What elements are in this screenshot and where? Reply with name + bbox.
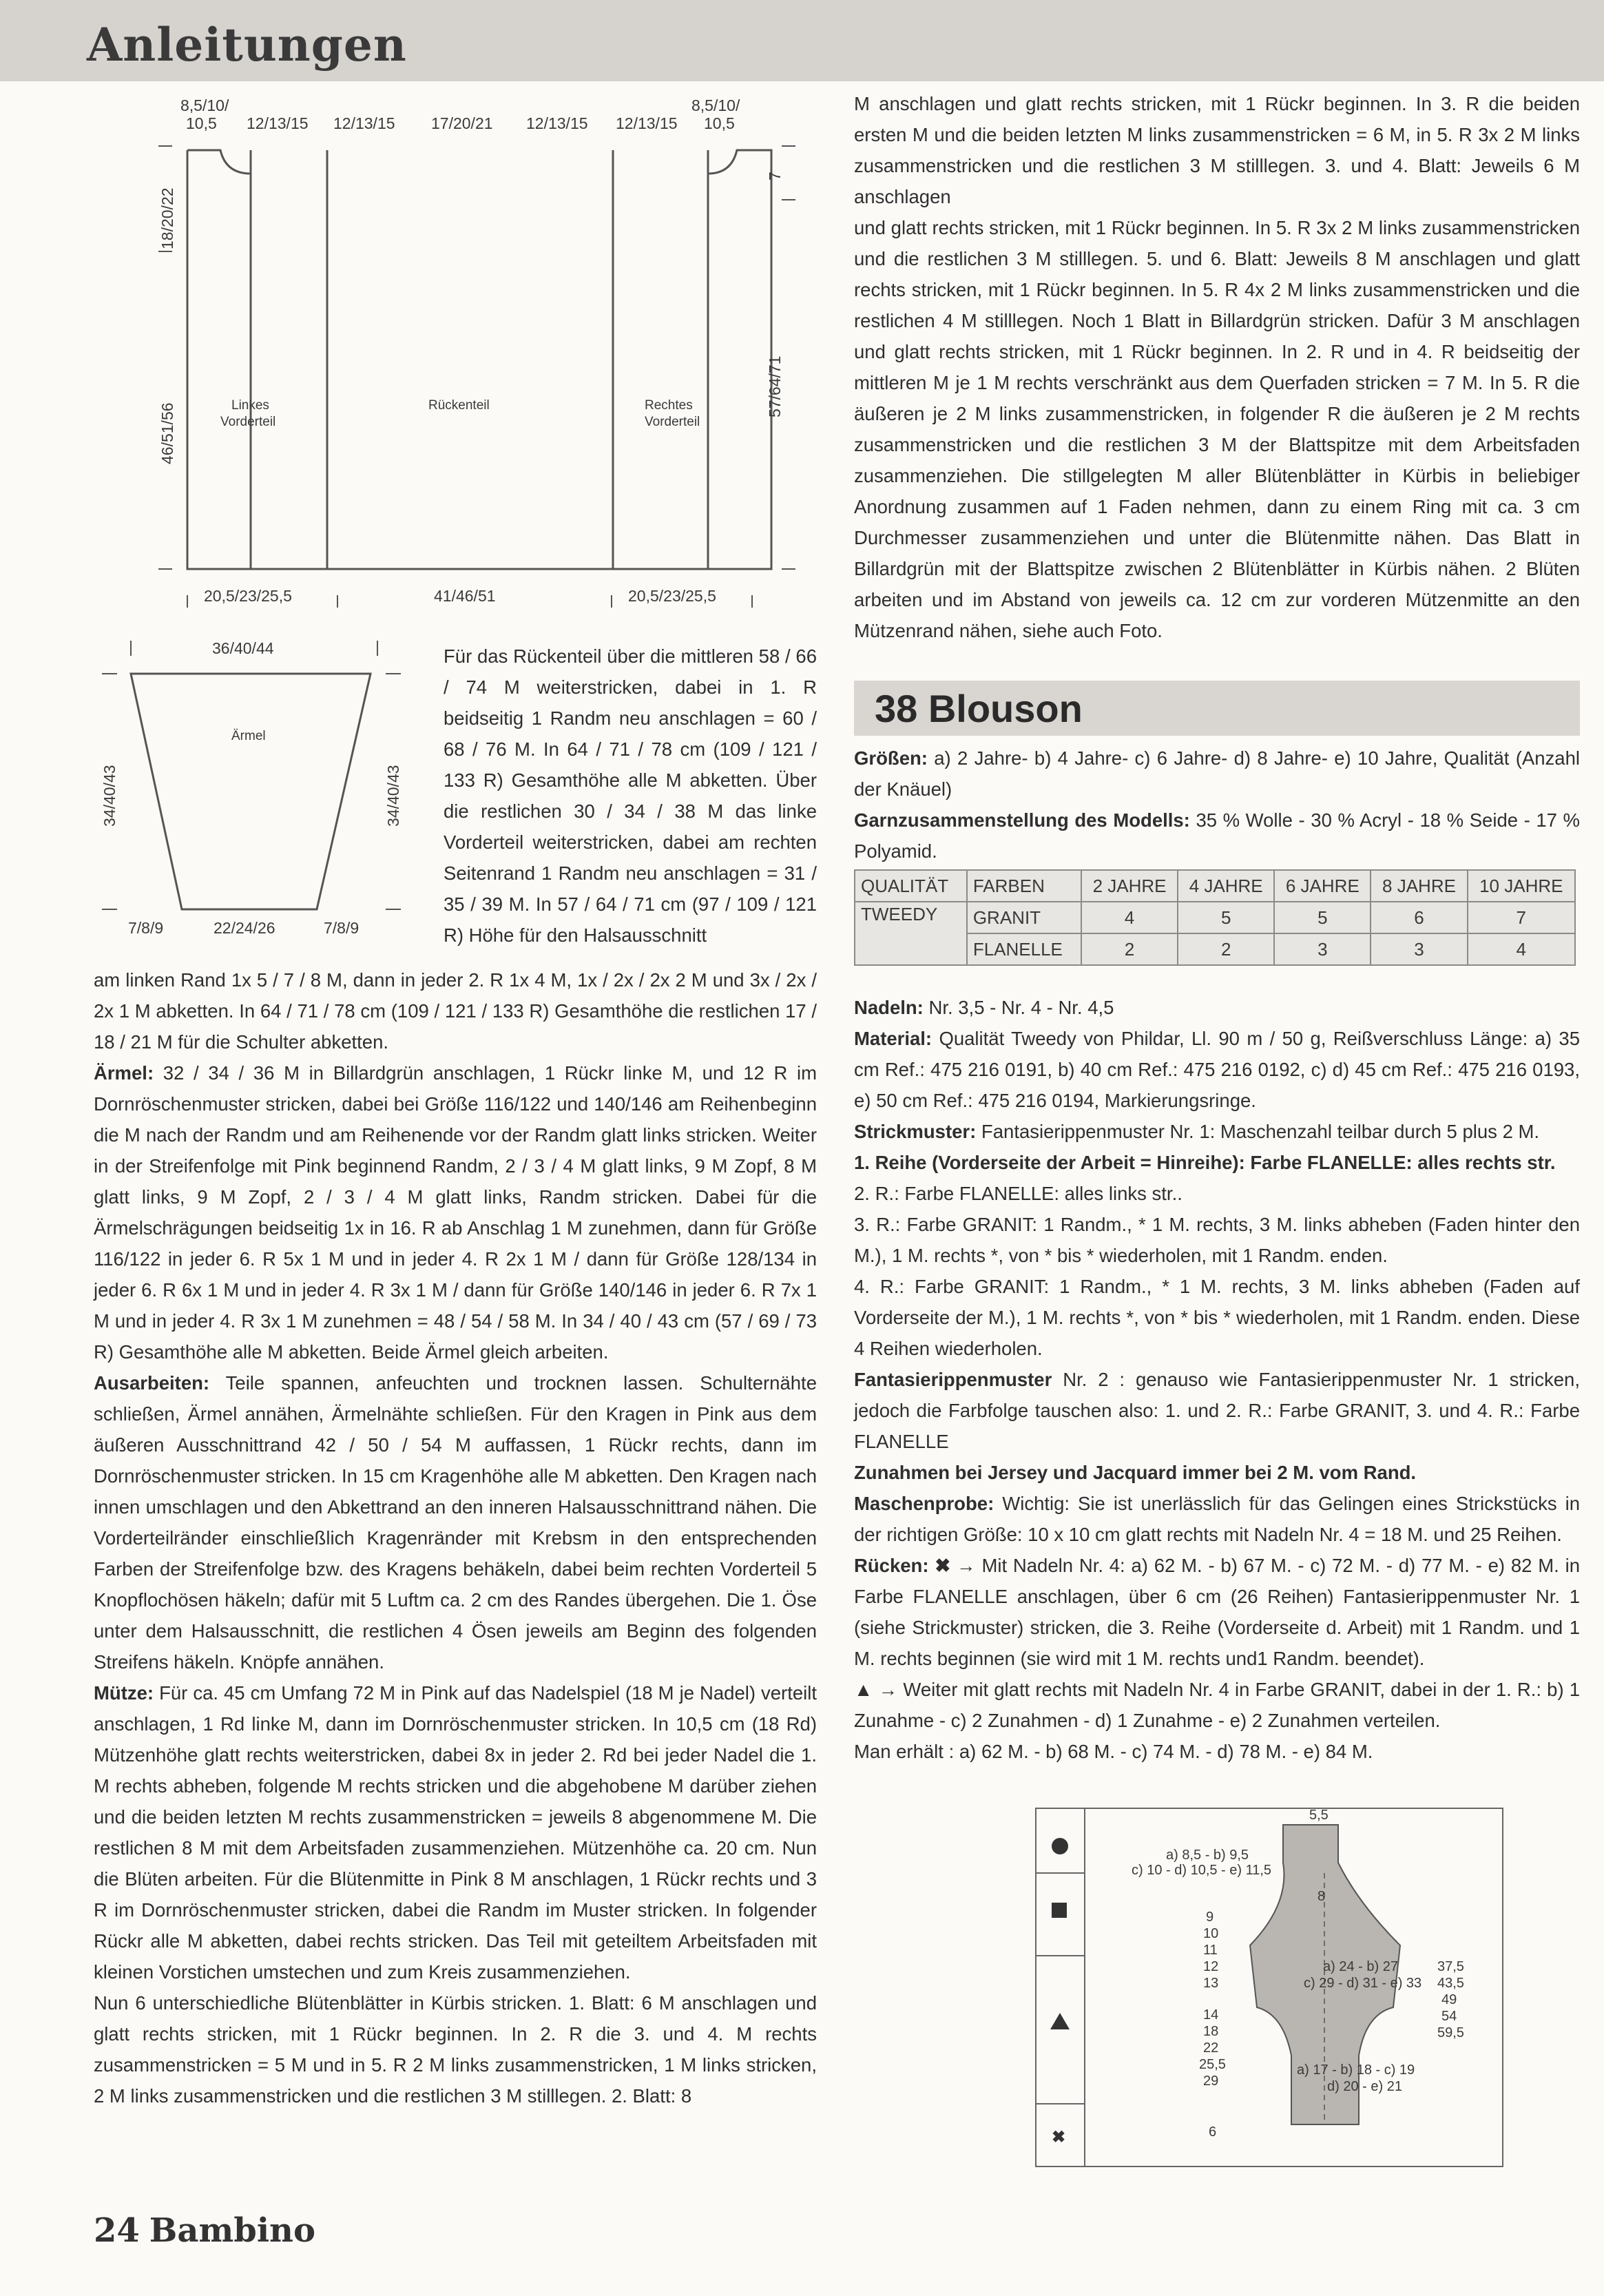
page-title: Anleitungen: [87, 18, 407, 72]
dim-top-a: 8,5/10/: [180, 96, 229, 114]
back-paragraph: Rücken: ✖ → Mit Nadeln Nr. 4: a) 62 M. - b) 67 M. - c) 72 M. - d) 77 M. - e) 82 M. in Farbe FLANELLE anschlagen, über 6 cm (26 Reihen) Fantasierippenmuster Nr. 1 (siehe Strickmuster) stricken, die 3. Reihe (Vorderseite d. Arbeit) mit 1 Randm. und 1 M. rechts beginnen (sie wird mit 1 M. rechts und1 Randm. beendet).: [854, 1555, 1581, 1669]
dim-left-lower: 46/51/56: [158, 402, 176, 464]
cross-icon: ✖: [1052, 2128, 1066, 2147]
sizes-block: [854, 743, 1580, 867]
blouse-dim-c: c) 10 - d) 10,5 - e) 11,5: [1132, 1863, 1272, 1878]
petal-continued-paragraph: M anschlagen und glatt rechts stricken, mit 1 Rückr beginnen. In 3. R die beiden ersten M und die beiden letzten M links zusammenstricken = 6 M, in 5. R 3x 2 M links zusammenstricken und die restlichen 3 M stilllegen. 3. und 4. Blatt: Jeweils 6 M anschlagen: [854, 93, 1580, 207]
blouse-right-num: 49: [1441, 1992, 1457, 2007]
circle-icon: [1052, 1838, 1068, 1854]
table-cell: FLANELLE: [967, 933, 1081, 965]
panel-right-label-1: Rechtes: [645, 398, 693, 413]
blouse-right-num: 54: [1441, 2009, 1457, 2024]
table-cell: 2: [1178, 933, 1274, 965]
blouse-left-num: 22: [1203, 2040, 1219, 2056]
table-cell: 7: [1468, 902, 1575, 933]
increases-note: Zunahmen bei Jersey und Jacquard immer bei 2 M. vom Rand.: [854, 1462, 1417, 1483]
dim-bottom-left: 20,5/23/25,5: [204, 587, 292, 605]
blouse-left-num: 11: [1203, 1943, 1218, 1958]
blouse-left-num: 29: [1203, 2073, 1219, 2089]
table-cell: 4: [1081, 902, 1178, 933]
panel-right-label-2: Vorderteil: [645, 415, 700, 429]
blouse-left-num: 12: [1203, 1959, 1219, 1974]
blouse-left-num: 25,5: [1199, 2057, 1226, 2072]
sleeve-bottom-mid: 22/24/26: [213, 919, 275, 937]
table-cell: 6: [1371, 902, 1467, 933]
table-header-row: [855, 870, 1575, 902]
blouse-bot-1: a) 17 - b) 18 - c) 19: [1297, 2062, 1415, 2078]
table-header: 8 JAHRE: [1371, 870, 1467, 902]
petals-paragraph: Nun 6 unterschiedliche Blütenblätter in Kürbis stricken. 1. Blatt: 6 M anschlagen und glatt rechts stricken, mit 1 Rückr beginnen. In 2. R die 3. und 4. M rechts zusammenstricken = 5 M und in 5. R 2 M links zusammenstricken, 1 M links stricken, 2 M links zusammenstricken und die restlichen 3 M stilllegen. 2. Blatt: 8: [94, 1992, 817, 2107]
back-text-paragraph: Für das Rückenteil über die mittleren 58 / 66 / 74 M weiterstricken, dabei in 1. R beidseitig 1 Randm neu anschlagen = 60 / 68 / 76 M. In 64 / 71 / 78 cm (109 / 121 / 133 R) Gesamthöhe alle M abketten. Über die restlichen 30 / 34 / 38 M das linke Vorderteil weiterstricken, dabei am rechten Seitenrand 1 Randm neu anschlagen = 31 / 35 / 39 M. In 57 / 64 / 71 cm (97 / 109 / 121 R) Höhe für den Halsausschnitt: [444, 645, 817, 946]
dim-right-upper: 7: [766, 172, 784, 180]
blouse-left-num: 10: [1203, 1926, 1219, 1941]
sizes-paragraph: Größen: a) 2 Jahre- b) 4 Jahre- c) 6 Jahre- d) 8 Jahre- e) 10 Jahre, Qualität (Anzahl der Knäuel): [854, 747, 1580, 800]
page-number: 24: [94, 2211, 140, 2250]
yarn-quantity-table: [854, 869, 1576, 966]
blouse-dim-8: 8: [1317, 1889, 1326, 1904]
material-paragraph: Material: Qualität Tweedy von Phildar, Ll. 90 m / 50 g, Reißverschluss Länge: a) 35 cm Ref.: 475 216 0191, b) 40 cm Ref.: 475 216 0192, c) d) 45 cm Ref.: 475 216 0193, e) 50 cm Ref.: 475 216 0194, Markierungsringe.: [854, 1028, 1580, 1111]
dim-top-e: 17/20/21: [431, 114, 493, 132]
row-4: 4. R.: Farbe GRANIT: 1 Randm., * 1 M. rechts, 3 M. links abheben (Faden auf Vorderseite der M.), 1 M. rechts *, von * bis * wiederholen, mit 1 Randm. enden. Diese 4 Reihen wiederholen.: [854, 1276, 1580, 1359]
blouse-right-num: 59,5: [1437, 2025, 1464, 2040]
sleeve-right-dim: 34/40/43: [384, 765, 402, 827]
sleeve-left-dim: 34/40/43: [101, 765, 118, 827]
triangle-paragraph: ▲ → Weiter mit glatt rechts mit Nadeln Nr. 4 in Farbe GRANIT, dabei in der 1. R.: b) 1 Zunahme - c) 2 Zunahmen - d) 1 Zunahme - e) 2 Zunahmen verteilen.: [854, 1679, 1581, 1731]
table-cell: 5: [1274, 902, 1371, 933]
table-cell: 3: [1274, 933, 1371, 965]
blouse-left-num: 14: [1203, 2007, 1219, 2023]
dim-right-lower: 57/64/71: [766, 355, 784, 417]
blouse-left-num: 13: [1203, 1976, 1219, 1991]
panel-mid-label: Rückenteil: [428, 398, 490, 413]
sleeve-bottom-right: 7/8/9: [324, 919, 360, 937]
dim-top-c: 12/13/15: [247, 114, 309, 132]
sleeve-diagram: [96, 634, 420, 937]
blouse-top-dim: 5,5: [1309, 1808, 1329, 1823]
table-cell: GRANIT: [967, 902, 1081, 933]
magazine-name: Bambino: [149, 2211, 315, 2250]
table-cell: TWEEDY: [855, 902, 967, 965]
blouse-schematic: [1035, 1808, 1503, 2167]
back-front-diagram: [138, 96, 799, 620]
dim-top-d: 12/13/15: [333, 114, 395, 132]
blouse-right-num: 37,5: [1437, 1959, 1464, 1974]
dim-top-b: 10,5: [186, 114, 217, 132]
stitch-pattern-paragraph: Strickmuster: Fantasierippenmuster Nr. 1: Maschenzahl teilbar durch 5 plus 2 M.: [854, 1121, 1540, 1142]
page-footer: [94, 2211, 315, 2250]
row-2: 2. R.: Farbe FLANELLE: alles links str..: [854, 1183, 1183, 1204]
table-cell: 2: [1081, 933, 1178, 965]
blouse-left-num: 18: [1203, 2024, 1219, 2039]
triangle-icon: [1050, 2013, 1070, 2029]
blouse-dim-a: a) 8,5 - b) 9,5: [1166, 1848, 1249, 1863]
gauge-paragraph: Maschenprobe: Wichtig: Sie ist unerlässlich für das Gelingen eines Strickstücks in der richtigen Größe: 10 x 10 cm glatt rechts mit Nadeln Nr. 4 = 18 M. und 25 Reihen.: [854, 1493, 1580, 1545]
table-header: 6 JAHRE: [1274, 870, 1371, 902]
row-1: 1. Reihe (Vorderseite der Arbeit = Hinreihe): Farbe FLANELLE: alles rechts str.: [854, 1152, 1556, 1173]
sleeve-paragraph: Ärmel: 32 / 34 / 36 M in Billardgrün anschlagen, 1 Rückr linke M, und 12 R im Dornröschenmuster stricken, dabei bei Größe 116/122 und 140/146 am Reihenbeginn die M nach der Randm und am Reihenende vor der Randm glatt links stricken. Weiter in der Streifenfolge mit Pink beginnend Randm, 2 / 3 / 4 M glatt links, 9 M Zopf, 8 M glatt links, 9 M Zopf, 2 / 3 / 4 M glatt links, Randm stricken. Dabei für die Ärmelschrägungen beidseitig 1x in 16. R ab Anschlag 1 M zunehmen, dann für Größe 116/122 in jeder 6. R 5x 1 M und in jeder 4. R 2x 1 M / dann für Größe 128/134 in jeder 6. R 6x 1 M und in jeder 4. R 3x 1 M / dann für Größe 140/146 in jeder 6. R 7x 1 M und in jeder 4. R 3x 1 M zunehmen = 48 / 54 / 58 M. In 34 / 40 / 43 cm (57 / 69 / 73 R) Gesamthöhe alle M abketten. Beide Ärmel gleich arbeiten.: [94, 1062, 817, 1363]
dim-top-f: 12/13/15: [526, 114, 588, 132]
petal-finish-paragraph: und glatt rechts stricken, mit 1 Rückr beginnen. In 5. R 3x 2 M links zusammenstricken und die restlichen 3 M stilllegen. 5. und 6. Blatt: Jeweils 8 M anschlagen und glatt rechts stricken, mit 1 Rückr beginnen. In 5. R 4x 2 M links zusammenstricken und die restlichen 4 M stilllegen. Noch 1 Blatt in Billardgrün stricken. Dafür 3 M anschlagen und glatt rechts stricken, mit 1 Rückr beginnen. In 2. R und in 4. R beidseitig der mittleren M je 1 M rechts verschränkt aus dem Querfaden stricken = 7 M. In 5. R die äußeren je 2 M links zusammenstricken, in folgender R die äußeren je 2 M rechts zusammenstricken und die restlichen 3 M der Blattspitze mit dem Arbeitsfaden zusammenziehen. Die stillgelegten M aller Blütenblätter in Kürbis in beliebiger Anordnung zusammen auf 1 Faden nehmen, dann zu einem Ring mit ca. 3 cm Durchmesser zusammenziehen und unter die Blütenmitte nähen. Das Blatt in Billardgrün mit der Blattspitze zwischen 2 Blütenblätter in Kürbis nähen. 2 Blüten arbeiten und im Abstand von jeweils ca. 12 cm zur vorderen Mützenmitte an den Mützenrand nähen, siehe auch Foto.: [854, 217, 1580, 641]
needles-line: Nadeln: Nr. 3,5 - Nr. 4 - Nr. 4,5: [854, 997, 1114, 1018]
table-cell: 3: [1371, 933, 1467, 965]
blouse-right-num: 43,5: [1437, 1976, 1464, 1991]
dim-top-h: 8,5/10/: [691, 96, 740, 114]
sleeve-top-dim: 36/40/44: [212, 639, 274, 657]
blouse-mid-2: c) 29 - d) 31 - e) 33: [1304, 1976, 1422, 1991]
blouse-bot-2: d) 20 - e) 21: [1327, 2079, 1402, 2094]
sleeve-label: Ärmel: [231, 729, 266, 743]
row-3: 3. R.: Farbe GRANIT: 1 Randm., * 1 M. rechts, 3 M. links abheben (Faden hinter den M.), 1 M. rechts *, von * bis * wiederholen, mit 1 Randm. enden.: [854, 1214, 1580, 1266]
table-header: 2 JAHRE: [1081, 870, 1178, 902]
pattern-2-paragraph: Fantasierippenmuster Nr. 2 : genauso wie Fantasierippenmuster Nr. 1 stricken, jedoch die Farbfolge tauschen also: 1. und 2. R.: Farbe GRANIT, 3. und 4. R.: Farbe FLANELLE: [854, 1369, 1580, 1452]
square-icon: [1052, 1903, 1067, 1918]
blouse-left-num: 6: [1209, 2124, 1217, 2140]
hat-paragraph: Mütze: Für ca. 45 cm Umfang 72 M in Pink auf das Nadelspiel (18 M je Nadel) verteilt anschlagen, 1 Rd linke M, dann im Dornröschenmuster stricken. In 10,5 cm (18 Rd) Mützenhöhe glatt rechts weiterstricken, dabei 8x in jeder 2. Rd bei jeder Nadel die 1. M rechts abheben, folgende M rechts stricken und die abgehobene M darüber ziehen und die beiden letzten M rechts zusammenstricken = jeweils 8 abgenommene M. Die restlichen 8 M mit dem Arbeitsfaden zusammenziehen. Mützenhöhe ca. 20 cm. Nun die Blüten arbeiten. Für die Blütenmitte in Pink 8 M anschlagen, 1 Rückr rechts und 3 R im Dornröschenmuster stricken, dabei die Randm im Muster stricken. In folgender Rückr alle M abketten, dabei rechts stricken. Das Teil mit geteiltem Arbeitsfaden mit kleinen Vorstichen umstechen und zum Kreis zusammenziehen.: [94, 1682, 817, 1983]
yarn-composition: Garnzusammenstellung des Modells: 35 % Wolle - 30 % Acryl - 18 % Seide - 17 % Polyamid.: [854, 809, 1581, 862]
table-cell: 4: [1468, 933, 1575, 965]
dim-top-g: 12/13/15: [616, 114, 678, 132]
result-line: Man erhält : a) 62 M. - b) 68 M. - c) 74 M. - d) 78 M. - e) 84 M.: [854, 1741, 1373, 1762]
sleeve-bottom-left: 7/8/9: [128, 919, 164, 937]
table-header: QUALITÄT: [855, 870, 967, 902]
dim-top-i: 10,5: [704, 114, 735, 132]
blouse-mid-1: a) 24 - b) 27: [1323, 1959, 1398, 1974]
panel-left-label-2: Vorderteil: [220, 415, 276, 429]
left-column-text: [94, 964, 817, 2111]
table-row: [855, 902, 1575, 933]
table-header: FARBEN: [967, 870, 1081, 902]
neckline-paragraph: am linken Rand 1x 5 / 7 / 8 M, dann in jeder 2. R 1x 4 M, 1x / 2x / 2x 2 M und 3x / 2x / 2x 1 M abketten. In 64 / 71 / 78 cm (109 / 121 / 133 R) Gesamthöhe die restlichen 17 / 18 / 21 M für die Schulter abketten.: [94, 969, 817, 1053]
dim-bottom-right: 20,5/23/25,5: [628, 587, 716, 605]
blouson-instructions: [854, 992, 1580, 1767]
panel-left-label-1: Linkes: [231, 398, 269, 413]
blouse-left-num: 9: [1206, 1910, 1214, 1925]
finishing-paragraph: Ausarbeiten: Teile spannen, anfeuchten und trocknen lassen. Schulternähte schließen, Ärmel annähen, Ärmelnähte schließen. Für den Kragen in Pink aus dem äußeren Ausschnittrand 42 / 50 / 54 M auffassen, 1 Rückr rechts, dann im Dornröschenmuster stricken. In 15 cm Kragenhöhe alle M abketten. Den Kragen nach innen umschlagen und den Abkettrand an den inneren Halsausschnittrand nähen. Die Vorderteilränder einschließlich Kragenränder mit Krebsm in den entsprechenden Farben der Streifenfolge bzw. des Kragens behäkeln, dabei beim rechten Vorderteil 5 Knopflochösen häkeln; dafür mit 5 Luftm ca. 2 cm des Randes übergehen. Die 1. Öse unter dem Halsausschnitt, die restlichen 4 Ösen jeweils am Beginn des folgenden Streifens häkeln. Knöpfe annähen.: [94, 1372, 817, 1673]
right-column-top-text: [854, 88, 1580, 646]
dim-left-upper: 18/20/22: [158, 187, 176, 249]
section-title: 38 Blouson: [875, 687, 1083, 730]
table-header: 10 JAHRE: [1468, 870, 1575, 902]
table-header: 4 JAHRE: [1178, 870, 1274, 902]
dim-bottom-mid: 41/46/51: [434, 587, 496, 605]
table-cell: 5: [1178, 902, 1274, 933]
